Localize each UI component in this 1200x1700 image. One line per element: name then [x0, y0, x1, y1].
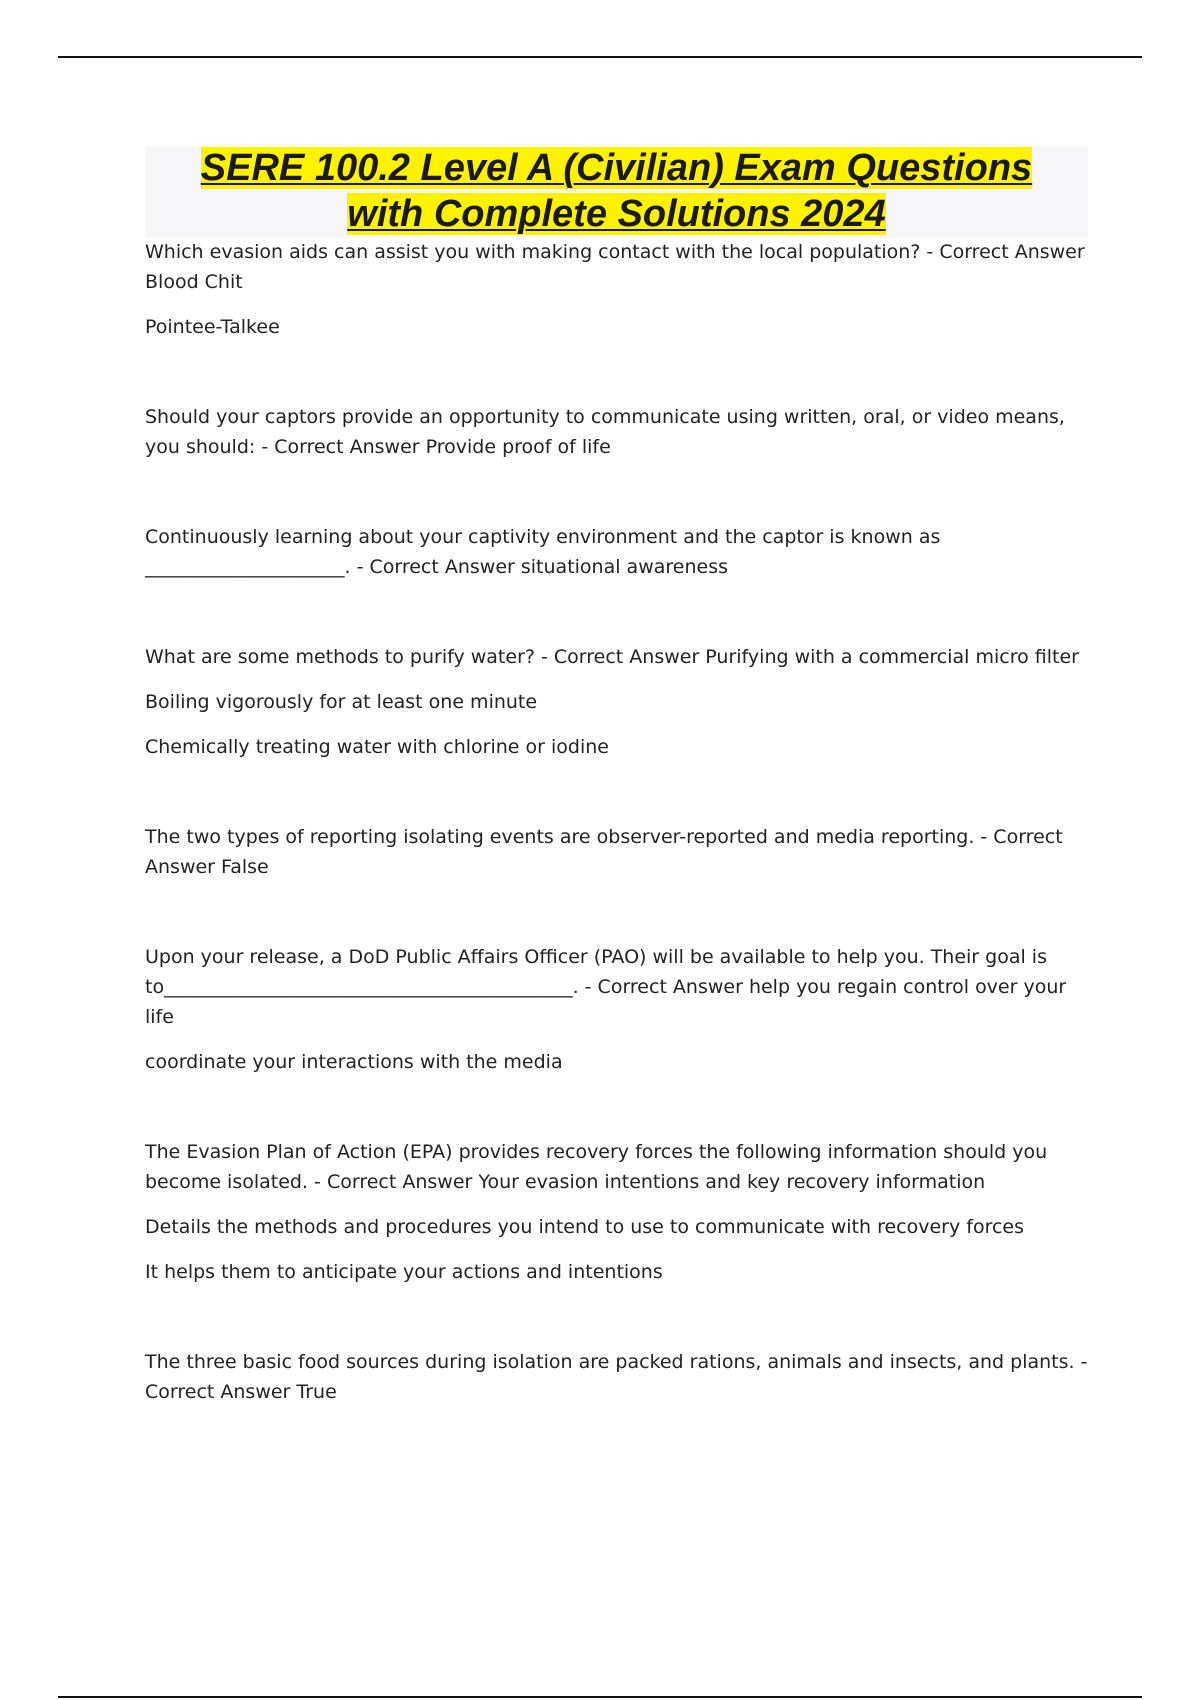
qa-4-paragraph-3: Chemically treating water with chlorine or iodine	[145, 736, 609, 758]
qa-6-paragraph-2: coordinate your interactions with the media	[145, 1051, 563, 1073]
qa-7-paragraph-1: The Evasion Plan of Action (EPA) provides recovery forces the following information should you become isolated. - Correct Answer Your evasion intentions and key recovery information	[145, 1141, 1048, 1193]
qa-item-7	[145, 1137, 1095, 1287]
qa-item-6	[145, 942, 1095, 1077]
qa-4-paragraph-2: Boiling vigorously for at least one minute	[145, 691, 538, 713]
qa-item-3	[145, 522, 1095, 582]
document-title	[145, 146, 1088, 238]
qa-7-paragraph-3: It helps them to anticipate your actions and intentions	[145, 1261, 663, 1283]
qa-7-paragraph-2: Details the methods and procedures you intend to use to communicate with recovery forces	[145, 1216, 1025, 1238]
question-list	[145, 237, 1095, 1407]
bottom-divider	[58, 1696, 1142, 1698]
qa-4-paragraph-1: What are some methods to purify water? - Correct Answer Purifying with a commercial micro filter	[145, 646, 1079, 668]
top-divider	[58, 56, 1142, 58]
qa-3-paragraph-1: Continuously learning about your captivity environment and the captor is known as _____________________. - Correct Answer situational awareness	[145, 526, 941, 578]
qa-item-5	[145, 822, 1095, 882]
qa-1-paragraph-1: Which evasion aids can assist you with making contact with the local population? - Correct Answer Blood Chit	[145, 241, 1085, 293]
title-line-1: SERE 100.2 Level A (Civilian) Exam Questions	[200, 147, 1033, 189]
qa-item-1	[145, 237, 1095, 342]
qa-8-paragraph-1: The three basic food sources during isolation are packed rations, animals and insects, and plants. - Correct Answer True	[145, 1351, 1088, 1403]
qa-6-paragraph-1: Upon your release, a DoD Public Affairs Officer (PAO) will be available to help you. Their goal is to___________________________________________. - Correct Answer help you regain control over your life	[145, 946, 1067, 1028]
qa-2-paragraph-1: Should your captors provide an opportunity to communicate using written, oral, or video means, you should: - Correct Answer Provide proof of life	[145, 406, 1065, 458]
qa-item-2	[145, 402, 1095, 462]
title-line-2: with Complete Solutions 2024	[347, 193, 886, 235]
qa-item-4	[145, 642, 1095, 762]
qa-1-paragraph-2: Pointee-Talkee	[145, 316, 280, 338]
qa-item-8	[145, 1347, 1095, 1407]
qa-5-paragraph-1: The two types of reporting isolating events are observer-reported and media reporting. - Correct Answer False	[145, 826, 1063, 878]
